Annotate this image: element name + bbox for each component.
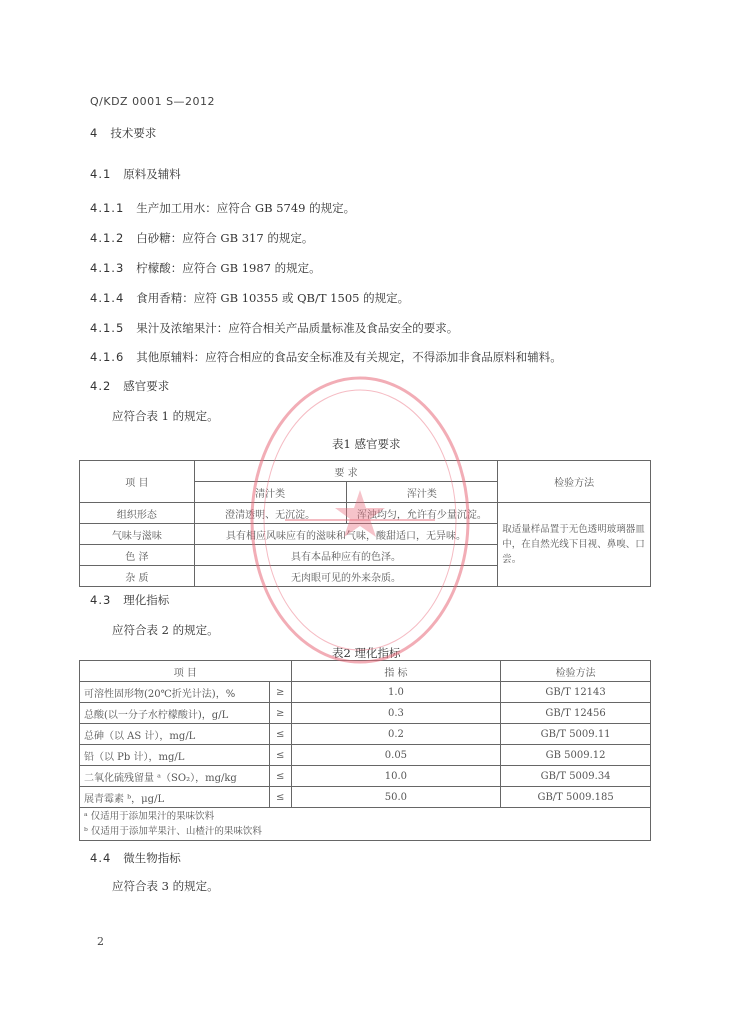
table-row	[80, 787, 651, 808]
section-4-3-body: 应符合表 2 的规定。	[112, 623, 219, 637]
t1-r3-value: 具有本品种应有的色泽。	[194, 545, 497, 566]
section-4-4-body: 应符合表 3 的规定。	[112, 879, 219, 893]
t2-header-method: 检验方法	[501, 661, 651, 682]
section-4-1: 4.1 原料及辅料	[90, 167, 181, 181]
physicochemical-table	[79, 660, 651, 841]
t1-header-cloudy: 浑汁类	[346, 482, 498, 503]
section-4-1-2: 4.1.2 白砂糖：应符合 GB 317 的规定。	[90, 231, 314, 245]
t2-note-b: ᵇ 仅适用于添加苹果汁、山楂汁的果味饮料	[84, 826, 262, 837]
t2-value: 0.3	[291, 703, 501, 724]
table-row	[80, 682, 651, 703]
section-4-4: 4.4 微生物指标	[90, 851, 181, 865]
t2-note-a: ᵃ 仅适用于添加果汁的果味饮料	[84, 811, 215, 822]
t2-value: 0.2	[291, 724, 501, 745]
section-4-1-4: 4.1.4 食用香精：应符 GB 10355 或 QB/T 1505 的规定。	[90, 291, 410, 305]
t2-item: 总酸(以一分子水柠檬酸计)，g/L	[80, 703, 270, 724]
t1-r4-value: 无肉眼可见的外来杂质。	[194, 566, 497, 587]
t2-method: GB/T 12143	[501, 682, 651, 703]
t2-value: 10.0	[291, 766, 501, 787]
table-row	[80, 745, 651, 766]
t2-method: GB/T 5009.11	[501, 724, 651, 745]
t2-op: ≤	[269, 787, 291, 808]
t1-header-item: 项 目	[80, 461, 195, 503]
section-4-2-body: 应符合表 1 的规定。	[112, 409, 219, 423]
t2-item: 铅（以 Pb 计），mg/L	[80, 745, 270, 766]
t1-header-requirement: 要 求	[194, 461, 497, 482]
t2-value: 1.0	[291, 682, 501, 703]
t1-r1-clear: 澄清透明、无沉淀。	[194, 503, 346, 524]
section-4-1-1: 4.1.1 生产加工用水：应符合 GB 5749 的规定。	[90, 201, 356, 215]
t1-r4-item: 杂 质	[80, 566, 195, 587]
t2-method: GB 5009.12	[501, 745, 651, 766]
section-4-2: 4.2 感官要求	[90, 379, 170, 393]
t2-item: 展青霉素 ᵇ，μg/L	[80, 787, 270, 808]
section-4-1-3: 4.1.3 柠檬酸：应符合 GB 1987 的规定。	[90, 261, 321, 275]
table-row	[80, 766, 651, 787]
t1-header-clear: 清汁类	[194, 482, 346, 503]
t2-item: 二氧化硫残留量 ᵃ（SO₂），mg/kg	[80, 766, 270, 787]
t2-op: ≥	[269, 682, 291, 703]
t2-method: GB/T 5009.185	[501, 787, 651, 808]
section-4-1-5: 4.1.5 果汁及浓缩果汁：应符合相关产品质量标准及食品安全的要求。	[90, 321, 459, 335]
t1-header-method: 检验方法	[498, 461, 651, 503]
t2-header-item: 项 目	[80, 661, 292, 682]
t2-op: ≤	[269, 724, 291, 745]
t2-item: 可溶性固形物(20℃折光计法)，%	[80, 682, 270, 703]
t1-r2-value: 具有相应风味应有的滋味和气味，酸甜适口，无异味。	[194, 524, 497, 545]
section-4: 4 技术要求	[90, 126, 157, 140]
t2-method: GB/T 5009.34	[501, 766, 651, 787]
t2-op: ≤	[269, 766, 291, 787]
t2-op: ≤	[269, 745, 291, 766]
section-4-1-6: 4.1.6 其他原辅料：应符合相应的食品安全标准及有关规定，不得添加非食品原料和辅料。	[90, 350, 562, 364]
page-number: 2	[97, 935, 104, 948]
t2-value: 0.05	[291, 745, 501, 766]
t2-header-index: 指 标	[291, 661, 501, 682]
t1-r1-item: 组织形态	[80, 503, 195, 524]
t2-notes	[80, 808, 651, 841]
t2-item: 总砷（以 AS 计），mg/L	[80, 724, 270, 745]
t2-op: ≥	[269, 703, 291, 724]
sensory-table	[79, 460, 651, 587]
standard-code: Q/KDZ 0001 S—2012	[90, 95, 216, 108]
section-4-3: 4.3 理化指标	[90, 593, 170, 607]
t2-value: 50.0	[291, 787, 501, 808]
table-row	[80, 703, 651, 724]
t1-r2-item: 气味与滋味	[80, 524, 195, 545]
table-row	[80, 724, 651, 745]
t1-r1-cloudy: 浑浊均匀，允许有少量沉淀。	[346, 503, 498, 524]
t2-method: GB/T 12456	[501, 703, 651, 724]
t1-r3-item: 色 泽	[80, 545, 195, 566]
table2-caption: 表2 理化指标	[332, 646, 401, 660]
t1-method: 取适量样品置于无色透明玻璃器皿中，在自然光线下目视、鼻嗅、口尝。	[498, 503, 651, 587]
table1-caption: 表1 感官要求	[332, 437, 401, 451]
